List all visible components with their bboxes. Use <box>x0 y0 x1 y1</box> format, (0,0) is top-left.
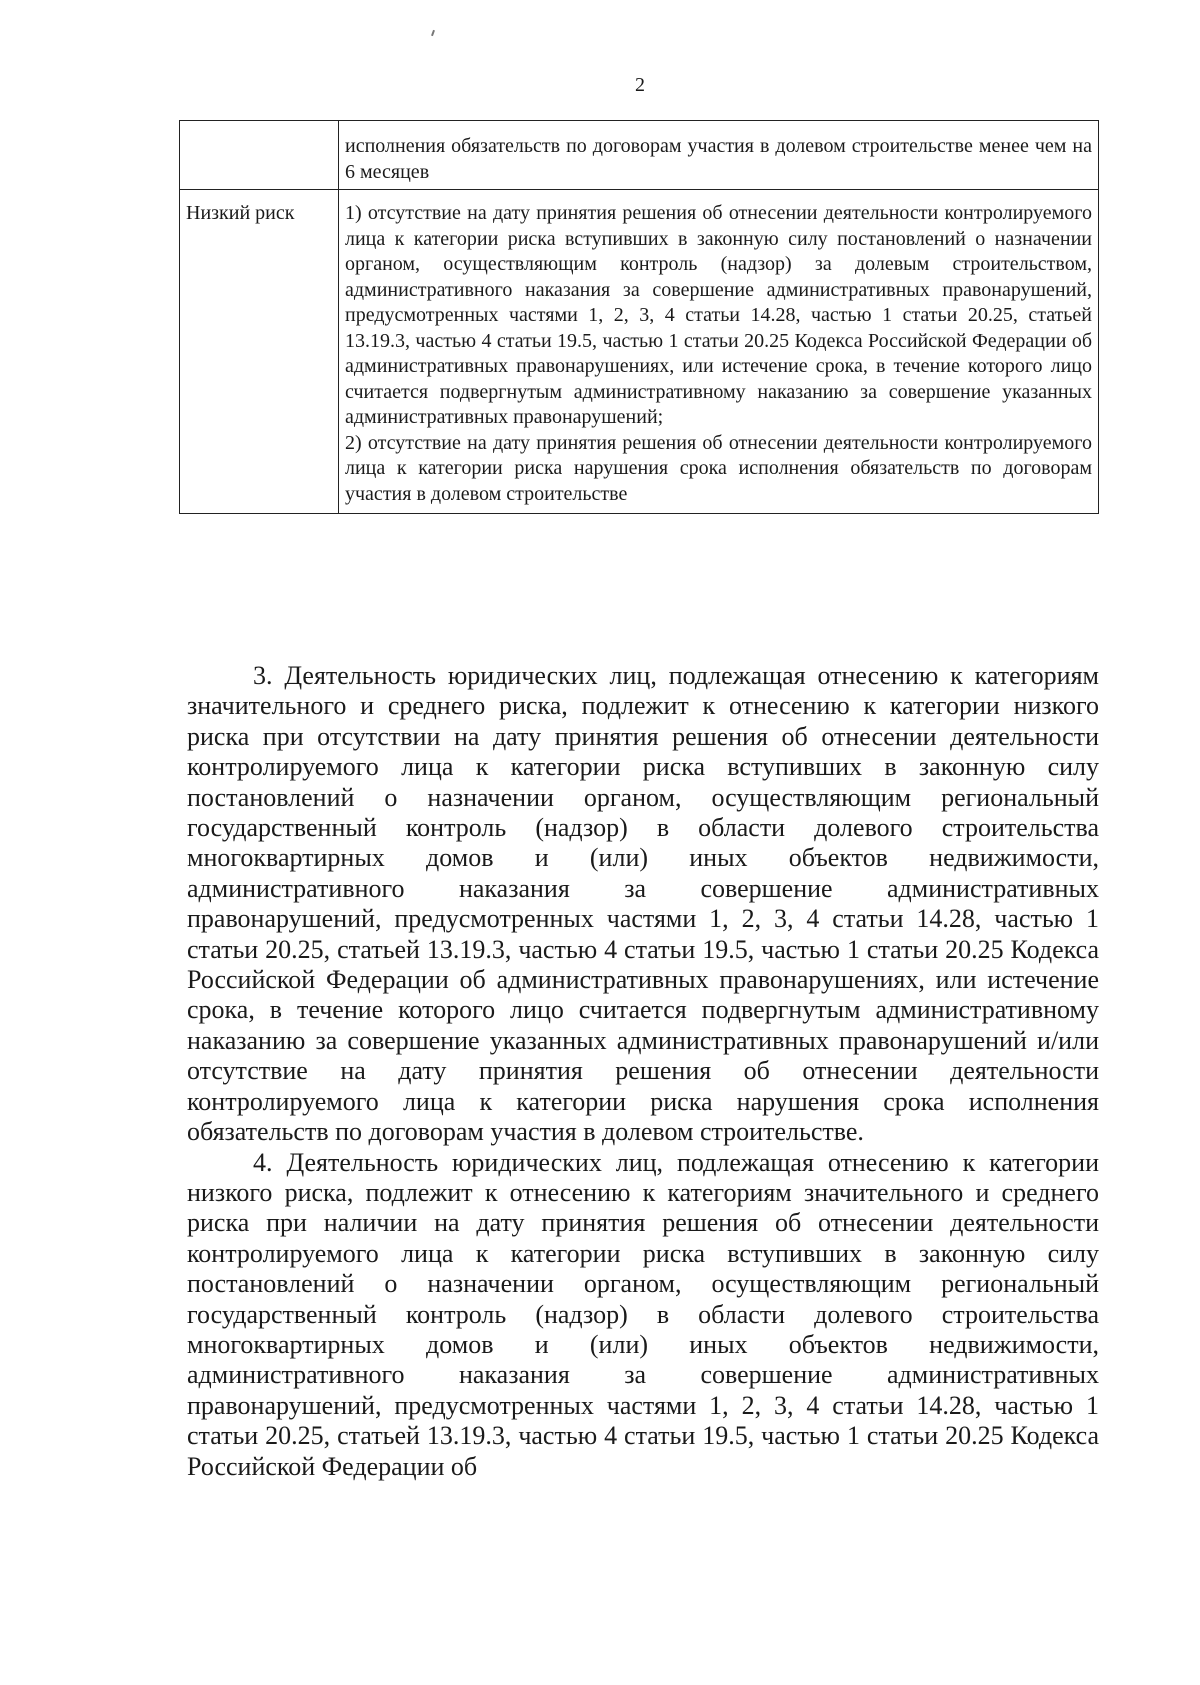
scan-mark <box>431 30 435 36</box>
risk-category-cell <box>180 121 339 190</box>
table-row <box>180 121 1099 190</box>
table-row <box>180 190 1099 514</box>
document-body <box>187 661 1099 1482</box>
risk-criteria-cell <box>339 190 1099 514</box>
criterion-item: 1) отсутствие на дату принятия решения об отнесении деятельности контролируемого лица к категории риска вступивших в законную силу постановлений о назначении органом, осуществляющим контроль (надзор) за долевым строительством, административного наказания за совершение административных правонарушений, предусмотренных частями 1, 2, 3, 4 статьи 14.28, частью 1 статьи 20.25, статьей 13.19.3, частью 4 статьи 19.5, частью 1 статьи 20.25 Кодекса Российской Федерации об административных правонарушениях, или истечение срока, в течение которого лицо считается подвергнутым административному наказанию за совершение указанных административных правонарушений; <box>345 202 1092 428</box>
paragraph-3: 3. Деятельность юридических лиц, подлежащая отнесению к категориям значительного и среднего риска, подлежит к отнесению к категории низкого риска при отсутствии на дату принятия решения об отнесении деятельности контролируемого лица к категории риска вступивших в законную силу постановлений о назначении органом, осуществляющим региональный государственный контроль (надзор) в области долевого строительства многоквартирных домов и (или) иных объектов недвижимости, административного наказания за совершение административных правонарушений, предусмотренных частями 1, 2, 3, 4 статьи 14.28, частью 1 статьи 20.25, статьей 13.19.3, частью 4 статьи 19.5, частью 1 статьи 20.25 Кодекса Российской Федерации об административных правонарушениях, или истечение срока, в течение которого лицо считается подвергнутым административному наказанию за совершение указанных административных правонарушений и/или отсутствие на дату принятия решения об отнесении деятельности контролируемого лица к категории риска нарушения срока исполнения обязательств по договорам участия в долевом строительстве. <box>187 661 1099 1147</box>
page-number: 2 <box>635 74 645 96</box>
risk-category-table <box>179 120 1099 514</box>
criterion-item: 2) отсутствие на дату принятия решения об отнесении деятельности контролируемого лица к категории риска нарушения срока исполнения обязательств по договорам участия в долевом строительстве <box>345 431 1092 505</box>
risk-category-cell: Низкий риск <box>180 190 339 514</box>
paragraph-4: 4. Деятельность юридических лиц, подлежащая отнесению к категории низкого риска, подлежит к отнесению к категориям значительного и среднего риска при наличии на дату принятия решения об отнесении деятельности контролируемого лица к категории риска вступивших в законную силу постановлений о назначении органом, осуществляющим региональный государственный контроль (надзор) в области долевого строительства многоквартирных домов и (или) иных объектов недвижимости, административного наказания за совершение административных правонарушений, предусмотренных частями 1, 2, 3, 4 статьи 14.28, частью 1 статьи 20.25, статьей 13.19.3, частью 4 статьи 19.5, частью 1 статьи 20.25 Кодекса Российской Федерации об <box>187 1147 1099 1481</box>
risk-criteria-cell: исполнения обязательств по договорам участия в долевом строительстве менее чем на 6 месяцев <box>339 121 1099 190</box>
